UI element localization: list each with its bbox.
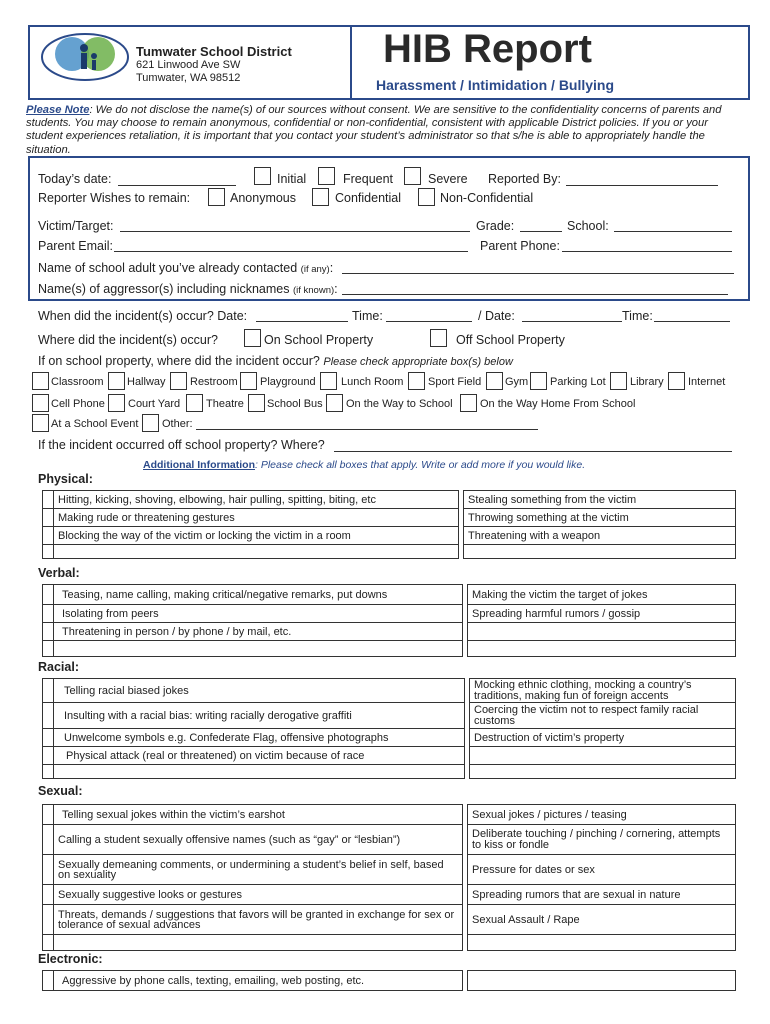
other-label: Other: [162,418,193,430]
table-row [43,527,736,545]
court-yard-checkbox[interactable] [108,394,125,412]
sexual-item-right: Spreading rumors that are sexual in nature [468,885,736,905]
verbal-table [42,584,736,657]
table-row [43,679,736,703]
restroom-checkbox[interactable] [170,372,187,390]
where-label: Where did the incident(s) occur? [38,333,218,347]
verbal-item-right: Making the victim the target of jokes [468,585,736,605]
checkbox-cell[interactable] [43,509,54,527]
incident-date-input[interactable] [256,321,348,322]
confidential-label: Confidential [335,191,402,205]
racial-item-left: Physical attack (real or threatened) on victim because of race [54,747,465,765]
if-on-school-text: If on school property, where did the incident occur? [38,354,320,368]
confidential-checkbox[interactable] [312,188,329,206]
racial-item-right: Mocking ethnic clothing, mocking a country’s traditions, making fun of foreign accents [470,679,736,703]
aggressors-text: Name(s) of aggressor(s) including nicknames [38,282,290,296]
sexual-item-left: Calling a student sexually offensive names (such as “gay” or “lesbian”) [54,825,463,855]
internet-label: Internet [688,376,726,388]
initial-label: Initial [277,172,307,186]
checkbox-cell[interactable] [43,545,54,559]
if-any-note: (if any) [300,264,330,275]
classroom-label: Classroom [51,376,104,388]
severe-label: Severe [428,172,468,186]
verbal-item-left: Threatening in person / by phone / by mail, etc. [54,623,463,641]
school-bus-label: School Bus [267,398,323,410]
sexual-item-left [54,935,463,951]
if-on-school-label [38,354,513,368]
note-line1: : We do not disclose the name(s) of our sources without consent. We are sensitive to the confidentiality concerns of parents and [89,104,722,116]
school-bus-checkbox[interactable] [248,394,265,412]
playground-checkbox[interactable] [240,372,257,390]
sexual-table [42,804,736,951]
gym-label: Gym [505,376,529,388]
parent-email-label: Parent Email: [38,239,114,253]
school-label: School: [567,219,609,233]
incident-date2-input[interactable] [522,321,622,322]
racial-item-left: Unwelcome symbols e.g. Confederate Flag, offensive photographs [54,729,465,747]
table-row [43,765,736,779]
table-row [43,825,736,855]
adult-contacted-input[interactable] [342,273,734,274]
court-yard-label: Court Yard [128,398,181,410]
table-row [43,747,736,765]
header-divider [350,25,352,100]
note-label: Please Note [26,104,90,116]
district-address-line1: 621 Linwood Ave SW [136,59,241,71]
table-row [43,641,736,657]
non-confidential-label: Non-Confidential [440,191,534,205]
verbal-item-right: Spreading harmful rumors / gossip [468,605,736,623]
sexual-title: Sexual [38,784,79,798]
aggressors-input[interactable] [342,294,728,295]
if-known-note: (if known) [292,285,335,296]
note-line2: students. You may choose to remain anonymous, confidential or non-confidential, consistent with applicable District policies. If you or your [26,117,708,130]
way-to-school-checkbox[interactable] [326,394,343,412]
table-row [43,971,736,991]
non-confidential-checkbox[interactable] [418,188,435,206]
frequent-label: Frequent [343,172,394,186]
table-row [43,703,736,729]
checkbox-cell[interactable] [43,729,54,747]
physical-item-left: Making rude or threatening gestures [54,509,459,527]
todays-date-label: Today’s date: [38,172,112,186]
table-row [43,623,736,641]
sexual-item-right: Sexual Assault / Rape [468,905,736,935]
off-property-label: If the incident occurred off school property? Where? [38,438,325,452]
gym-checkbox[interactable] [486,372,503,390]
check-boxes-hint: Please check appropriate box(s) below [323,356,513,368]
second-time-label: Time: [622,309,653,323]
reported-by-label: Reported By: [488,172,561,186]
second-date-label: / Date: [478,309,515,323]
sexual-item-right [468,935,736,951]
anonymous-checkbox[interactable] [208,188,225,206]
sexual-heading: Sexual: [38,784,83,798]
racial-table [42,678,736,779]
note-line4: situation. [26,143,71,156]
table-row [43,585,736,605]
hallway-checkbox[interactable] [108,372,125,390]
checkbox-cell[interactable] [43,935,54,951]
checkbox-cell[interactable] [43,605,54,623]
additional-info [143,459,585,471]
physical-item-right: Threatening with a weapon [464,527,736,545]
internet-checkbox[interactable] [668,372,685,390]
table-row [43,885,736,905]
on-school-label: On School Property [264,333,374,347]
table-row [43,855,736,885]
electronic-heading: Electronic: [38,952,103,966]
school-event-checkbox[interactable] [32,414,49,432]
off-school-checkbox[interactable] [430,329,447,347]
verbal-item-left: Teasing, name calling, making critical/negative remarks, put downs [54,585,463,605]
checkbox-cell[interactable] [43,885,54,905]
checkbox-cell[interactable] [43,623,54,641]
checkbox-cell[interactable] [43,703,54,729]
when-label: When did the incident(s) occur? Date: [38,309,248,323]
checkbox-cell[interactable] [43,679,54,703]
racial-item-right: Destruction of victim’s property [470,729,736,747]
grade-label: Grade: [476,219,515,233]
checkbox-cell[interactable] [43,527,54,545]
reported-by-input[interactable] [566,185,718,186]
initial-checkbox[interactable] [254,167,271,185]
classroom-checkbox[interactable] [32,372,49,390]
victim-label: Victim/Target: [38,219,114,233]
time-label: Time: [352,309,383,323]
parent-phone-label: Parent Phone: [480,239,560,253]
hallway-label: Hallway [127,376,166,388]
physical-table [42,490,736,559]
lunch-room-checkbox[interactable] [320,372,337,390]
physical-item-right: Stealing something from the victim [464,491,736,509]
additional-label: Additional Information [143,459,255,471]
sexual-item-left: Sexually suggestive looks or gestures [54,885,463,905]
way-home-label: On the Way Home From School [480,398,636,410]
additional-text: : Please check all boxes that apply. Write or add more if you would like. [255,459,586,471]
checkbox-cell[interactable] [43,855,54,885]
checkbox-cell[interactable] [43,491,54,509]
page-subtitle: Harassment / Intimidation / Bullying [376,77,615,93]
verbal-title: Verbal [38,566,76,580]
physical-item-right: Throwing something at the victim [464,509,736,527]
adult-contacted-text: Name of school adult you’ve already contacted [38,261,298,275]
theatre-checkbox[interactable] [186,394,203,412]
physical-item-left: Hitting, kicking, shoving, elbowing, hair pulling, spitting, biting, etc [54,491,459,509]
racial-item-left: Insulting with a racial bias: writing racially derogative graffiti [54,703,465,729]
parking-lot-label: Parking Lot [550,376,606,388]
lunch-room-label: Lunch Room [341,376,404,388]
table-row [43,509,736,527]
sexual-item-left: Threats, demands / suggestions that favors will be granted in exchange for sex or tolerance of sexual advances [54,905,463,935]
checkbox-cell[interactable] [43,747,54,765]
table-row [43,605,736,623]
page-title: HIB Report [383,27,592,71]
checkbox-cell[interactable] [43,905,54,935]
sport-field-label: Sport Field [428,376,482,388]
sport-field-checkbox[interactable] [408,372,425,390]
frequent-checkbox[interactable] [318,167,335,185]
table-row [43,729,736,747]
reporter-wishes-label: Reporter Wishes to remain: [38,191,191,205]
adult-contacted-label: Name of school adult you’ve already contacted (if any): [38,261,334,275]
checkbox-cell[interactable] [43,641,54,657]
parent-email-input[interactable] [114,251,468,252]
restroom-label: Restroom [190,376,238,388]
victim-input[interactable] [120,231,470,232]
table-row [43,905,736,935]
verbal-item-right [468,623,736,641]
checkbox-cell[interactable] [43,805,54,825]
todays-date-input[interactable] [118,185,236,186]
sexual-item-right: Deliberate touching / pinching / cornering, attempts to kiss or fondle [468,825,736,855]
racial-heading: Racial: [38,660,80,674]
racial-title: Racial [38,660,75,674]
checkbox-cell[interactable] [43,825,54,855]
school-input[interactable] [614,231,732,232]
grade-input[interactable] [520,231,562,232]
theatre-label: Theatre [206,398,244,410]
incident-time2-input[interactable] [654,321,730,322]
physical-item-left: Blocking the way of the victim or locking the victim in a room [54,527,459,545]
please-note [26,104,750,157]
school-event-label: At a School Event [51,418,139,430]
district-name: Tumwater School District [136,44,292,59]
district-logo [40,32,130,82]
way-home-checkbox[interactable] [460,394,477,412]
checkbox-cell[interactable] [43,765,54,779]
off-property-input[interactable] [334,451,732,452]
sexual-item-left: Sexually demeaning comments, or undermining a student’s belief in self, based on sexuality [54,855,463,885]
other-input[interactable] [196,429,538,430]
racial-item-left: Telling racial biased jokes [54,679,465,703]
verbal-heading: Verbal: [38,566,80,580]
sexual-item-left: Telling sexual jokes within the victim’s earshot [54,805,463,825]
cell-phone-checkbox[interactable] [32,394,49,412]
other-checkbox[interactable] [142,414,159,432]
severe-checkbox[interactable] [404,167,421,185]
sexual-item-right: Pressure for dates or sex [468,855,736,885]
parking-lot-checkbox[interactable] [530,372,547,390]
table-row [43,935,736,951]
cell-phone-label: Cell Phone [51,398,105,410]
physical-heading: Physical: [38,472,93,486]
parent-phone-input[interactable] [562,251,732,252]
racial-item-right [470,747,736,765]
on-school-checkbox[interactable] [244,329,261,347]
note-line3: student experiences retaliation, it is important that you contact your student’s administrator so that s/he is able to appropriately handle the [26,130,705,143]
library-label: Library [630,376,664,388]
incident-time-input[interactable] [386,321,472,322]
anonymous-label: Anonymous [230,191,297,205]
library-checkbox[interactable] [610,372,627,390]
way-to-school-label: On the Way to School [346,398,453,410]
checkbox-cell[interactable] [43,971,54,991]
electronic-item-left: Aggressive by phone calls, texting, emailing, web posting, etc. [54,971,463,991]
table-row [43,545,736,559]
table-row [43,491,736,509]
sexual-item-right: Sexual jokes / pictures / teasing [468,805,736,825]
verbal-item-left: Isolating from peers [54,605,463,623]
checkbox-cell[interactable] [43,585,54,605]
playground-label: Playground [260,376,316,388]
district-address-line2: Tumwater, WA 98512 [136,72,241,84]
electronic-table [42,970,736,991]
table-row [43,805,736,825]
off-school-label: Off School Property [456,333,565,347]
racial-item-right: Coercing the victim not to respect family racial customs [470,703,736,729]
aggressors-label: Name(s) of aggressor(s) including nicknames (if known): [38,282,338,296]
